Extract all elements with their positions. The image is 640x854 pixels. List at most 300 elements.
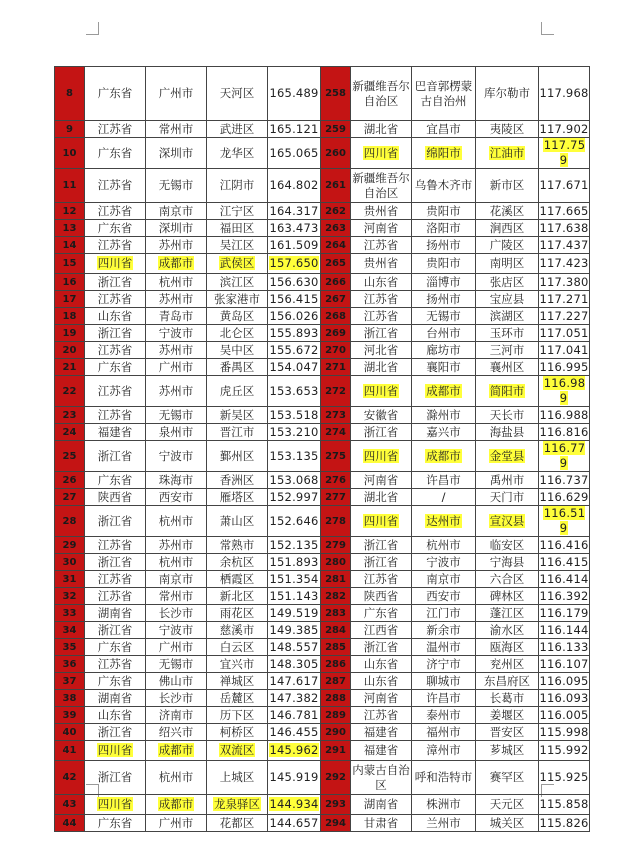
left-province-text: 四川省: [97, 797, 133, 811]
left-district-text: 新北区: [219, 588, 255, 603]
right-city-cell: [412, 741, 476, 761]
right-district-text: 渝水区: [489, 622, 525, 637]
right-province-text: 四川省: [363, 448, 399, 463]
right-rank-text: 268: [325, 310, 346, 322]
right-province-cell: [351, 741, 412, 761]
left-district-cell: [207, 489, 268, 506]
right-rank-text: 259: [325, 123, 346, 135]
right-city-cell: [412, 169, 476, 203]
right-score-text: 116.392: [539, 588, 589, 603]
right-district-cell: [476, 237, 539, 254]
right-rank-cell: [321, 441, 351, 472]
table-row: [55, 605, 590, 622]
left-province-text: 江苏省: [97, 571, 133, 586]
left-city-text: 长沙市: [158, 690, 194, 705]
left-city-text: 广州市: [158, 639, 194, 654]
right-rank-cell: [321, 639, 351, 656]
left-province-text: 广东省: [97, 815, 133, 830]
right-score-cell: [539, 203, 590, 220]
right-province-text: 江西省: [363, 622, 399, 637]
right-score-cell: [539, 220, 590, 237]
right-province-cell: [351, 121, 412, 138]
right-province-text: 广东省: [363, 605, 399, 620]
left-score-cell: [268, 690, 321, 707]
right-province-text: 福建省: [363, 743, 399, 757]
left-city-cell: [146, 656, 207, 673]
right-rank-cell: [321, 690, 351, 707]
left-city-text: 长沙市: [158, 605, 194, 620]
left-province-text: 广东省: [97, 359, 133, 374]
right-rank-text: 280: [325, 556, 346, 568]
table-row: [55, 506, 590, 537]
left-district-text: 福田区: [219, 220, 255, 235]
left-score-text: 153.068: [269, 472, 319, 487]
left-province-cell: [85, 325, 146, 342]
left-province-cell: [85, 237, 146, 254]
left-city-text: 无锡市: [158, 178, 194, 192]
left-province-cell: [85, 254, 146, 274]
left-city-cell: [146, 741, 207, 761]
right-rank-cell: [321, 815, 351, 832]
right-score-cell: [539, 588, 590, 605]
right-rank-text: 293: [325, 799, 346, 810]
right-district-cell: [476, 441, 539, 472]
left-district-text: 香洲区: [219, 472, 255, 487]
left-score-cell: [268, 359, 321, 376]
table-row: [55, 308, 590, 325]
left-district-cell: [207, 138, 268, 169]
left-score-text: 144.934: [269, 797, 319, 811]
left-score-text: 149.519: [269, 605, 319, 620]
left-city-text: 绍兴市: [158, 724, 194, 739]
right-city-text: 成都市: [426, 383, 461, 398]
table-row: [55, 795, 590, 815]
table-row: [55, 554, 590, 571]
right-district-cell: [476, 308, 539, 325]
right-province-cell: [351, 707, 412, 724]
left-city-text: 常州市: [158, 588, 194, 603]
right-province-text: 四川省: [363, 145, 399, 160]
left-province-text: 湖南省: [97, 605, 133, 620]
left-rank-cell: [55, 291, 85, 308]
right-city-cell: [412, 359, 476, 376]
right-rank-cell: [321, 359, 351, 376]
right-score-cell: [539, 506, 590, 537]
right-score-text: 115.998: [539, 724, 589, 739]
right-score-text: 116.414: [539, 571, 589, 586]
left-district-text: 余杭区: [219, 554, 255, 569]
right-score-text: 117.051: [539, 325, 589, 340]
right-score-text: 116.988: [539, 407, 589, 422]
right-province-text: 山东省: [363, 673, 399, 688]
left-score-text: 161.509: [269, 237, 319, 252]
right-district-text: 城关区: [489, 815, 525, 830]
right-score-cell: [539, 571, 590, 588]
left-rank-text: 28: [62, 515, 77, 527]
left-district-text: 双流区: [219, 743, 255, 757]
right-score-text: 117.380: [539, 274, 589, 289]
left-score-cell: [268, 639, 321, 656]
right-score-cell: [539, 342, 590, 359]
right-province-text: 贵州省: [363, 203, 399, 218]
right-score-cell: [539, 489, 590, 506]
left-province-cell: [85, 724, 146, 741]
left-district-cell: [207, 815, 268, 832]
left-rank-text: 12: [62, 205, 77, 217]
right-district-cell: [476, 203, 539, 220]
left-district-text: 张家港市: [214, 291, 260, 306]
right-rank-text: 276: [325, 474, 346, 486]
right-score-cell: [539, 359, 590, 376]
left-province-cell: [85, 622, 146, 639]
right-score-text: 116.519: [543, 506, 586, 535]
right-province-cell: [351, 441, 412, 472]
right-province-text: 湖南省: [363, 797, 399, 811]
right-score-cell: [539, 741, 590, 761]
left-rank-text: 37: [62, 675, 77, 687]
left-district-text: 吴中区: [219, 342, 255, 357]
right-province-text: 河南省: [363, 472, 399, 487]
right-city-cell: [412, 605, 476, 622]
left-score-text: 153.210: [269, 424, 319, 439]
left-city-cell: [146, 424, 207, 441]
left-province-cell: [85, 506, 146, 537]
right-province-text: 山东省: [363, 274, 399, 289]
left-district-text: 江宁区: [219, 203, 255, 218]
right-city-text: 洛阳市: [426, 220, 461, 235]
left-score-cell: [268, 588, 321, 605]
left-score-text: 152.646: [269, 513, 319, 528]
ranking-table-body: [55, 67, 590, 832]
right-rank-cell: [321, 656, 351, 673]
left-district-cell: [207, 761, 268, 795]
left-district-cell: [207, 707, 268, 724]
right-district-cell: [476, 605, 539, 622]
right-rank-cell: [321, 342, 351, 359]
right-score-text: 115.858: [539, 797, 589, 811]
left-district-cell: [207, 656, 268, 673]
right-rank-cell: [321, 741, 351, 761]
right-district-text: 蓬江区: [489, 605, 525, 620]
left-score-text: 149.385: [269, 622, 319, 637]
table-row: [55, 724, 590, 741]
right-district-cell: [476, 325, 539, 342]
right-city-text: 贵阳市: [426, 203, 461, 218]
right-score-text: 117.638: [539, 220, 589, 235]
left-score-cell: [268, 554, 321, 571]
right-city-cell: [412, 220, 476, 237]
right-province-cell: [351, 506, 412, 537]
right-score-cell: [539, 724, 590, 741]
right-district-cell: [476, 138, 539, 169]
left-score-text: 152.997: [269, 489, 319, 504]
right-province-cell: [351, 424, 412, 441]
right-district-cell: [476, 815, 539, 832]
left-city-cell: [146, 707, 207, 724]
left-score-cell: [268, 325, 321, 342]
right-city-text: 成都市: [426, 448, 461, 463]
left-score-cell: [268, 622, 321, 639]
right-province-cell: [351, 588, 412, 605]
right-city-cell: [412, 121, 476, 138]
right-rank-text: 273: [325, 409, 346, 421]
left-province-text: 山东省: [97, 707, 133, 722]
left-province-text: 山东省: [97, 308, 133, 323]
left-province-cell: [85, 795, 146, 815]
right-score-cell: [539, 761, 590, 795]
right-district-text: 禹州市: [489, 472, 525, 487]
left-rank-text: 8: [66, 88, 73, 99]
left-score-cell: [268, 815, 321, 832]
left-district-text: 龙泉驿区: [214, 797, 260, 811]
right-city-text: 杭州市: [426, 537, 461, 552]
left-score-text: 148.305: [269, 656, 319, 671]
right-score-cell: [539, 169, 590, 203]
right-district-text: 玉环市: [489, 325, 525, 340]
table-row: [55, 325, 590, 342]
table-row: [55, 707, 590, 724]
left-district-text: 黄岛区: [219, 308, 255, 323]
left-rank-cell: [55, 761, 85, 795]
left-province-text: 浙江省: [97, 622, 133, 637]
right-province-text: 江苏省: [363, 308, 399, 323]
right-city-cell: [412, 622, 476, 639]
right-district-cell: [476, 639, 539, 656]
right-province-cell: [351, 220, 412, 237]
right-score-cell: [539, 325, 590, 342]
right-province-text: 四川省: [363, 513, 399, 528]
left-district-cell: [207, 121, 268, 138]
left-score-text: 165.121: [269, 121, 319, 136]
right-district-cell: [476, 554, 539, 571]
right-district-cell: [476, 121, 539, 138]
right-score-cell: [539, 639, 590, 656]
left-province-text: 江苏省: [97, 178, 133, 192]
left-district-text: 晋江市: [219, 424, 255, 439]
left-rank-text: 25: [62, 450, 77, 462]
right-score-text: 117.671: [539, 178, 589, 192]
left-rank-text: 32: [62, 590, 77, 602]
left-city-text: 广州市: [158, 815, 194, 830]
right-province-text: 浙江省: [363, 639, 399, 654]
left-district-cell: [207, 795, 268, 815]
right-district-text: 临安区: [489, 537, 525, 552]
right-city-text: 绵阳市: [426, 145, 461, 160]
left-city-text: 成都市: [158, 256, 194, 270]
left-rank-text: 20: [62, 344, 77, 356]
right-city-text: 达州市: [426, 513, 461, 528]
table-row: [55, 622, 590, 639]
left-city-text: 泉州市: [158, 424, 194, 439]
right-province-text: 山东省: [363, 656, 399, 671]
right-city-text: 嘉兴市: [426, 424, 461, 439]
left-district-text: 禅城区: [219, 673, 255, 688]
left-rank-cell: [55, 359, 85, 376]
right-city-cell: [412, 342, 476, 359]
left-score-cell: [268, 237, 321, 254]
left-rank-text: 24: [62, 426, 77, 438]
left-district-text: 岳麓区: [219, 690, 255, 705]
right-district-text: 东昌府区: [484, 673, 530, 688]
left-city-cell: [146, 795, 207, 815]
right-rank-cell: [321, 237, 351, 254]
left-rank-cell: [55, 407, 85, 424]
left-rank-cell: [55, 424, 85, 441]
left-score-text: 146.455: [269, 724, 319, 739]
right-city-cell: [412, 761, 476, 795]
left-province-cell: [85, 359, 146, 376]
right-rank-text: 266: [325, 276, 346, 288]
right-province-text: 河南省: [363, 690, 399, 705]
right-rank-text: 288: [325, 692, 346, 704]
right-city-cell: [412, 67, 476, 121]
right-score-cell: [539, 138, 590, 169]
left-province-cell: [85, 274, 146, 291]
right-score-text: 116.416: [539, 537, 589, 552]
left-district-cell: [207, 472, 268, 489]
right-score-cell: [539, 690, 590, 707]
table-row: [55, 376, 590, 407]
right-province-text: 甘肃省: [363, 815, 399, 830]
left-city-cell: [146, 67, 207, 121]
left-district-cell: [207, 308, 268, 325]
left-score-text: 153.653: [269, 383, 319, 398]
right-score-text: 117.759: [543, 138, 586, 167]
left-rank-cell: [55, 690, 85, 707]
right-score-text: 116.093: [539, 690, 589, 705]
right-district-text: 宝应县: [489, 291, 525, 306]
right-city-text: 无锡市: [426, 308, 461, 323]
right-province-cell: [351, 407, 412, 424]
left-district-text: 历下区: [219, 707, 255, 722]
left-score-cell: [268, 605, 321, 622]
left-province-text: 陕西省: [97, 489, 133, 504]
left-province-text: 浙江省: [97, 724, 133, 739]
right-province-cell: [351, 237, 412, 254]
right-rank-cell: [321, 424, 351, 441]
left-province-cell: [85, 741, 146, 761]
right-province-text: 内蒙古自治区: [352, 762, 410, 792]
right-district-text: 南明区: [489, 256, 525, 270]
right-score-cell: [539, 622, 590, 639]
right-rank-cell: [321, 622, 351, 639]
right-city-cell: [412, 138, 476, 169]
table-row: [55, 237, 590, 254]
right-province-cell: [351, 761, 412, 795]
right-province-cell: [351, 554, 412, 571]
right-rank-cell: [321, 673, 351, 690]
right-rank-text: 263: [325, 222, 346, 234]
left-province-cell: [85, 489, 146, 506]
left-province-cell: [85, 605, 146, 622]
right-district-text: 赛罕区: [489, 770, 525, 784]
right-district-text: 天门市: [489, 489, 525, 504]
left-score-cell: [268, 121, 321, 138]
right-district-cell: [476, 537, 539, 554]
left-score-cell: [268, 376, 321, 407]
right-city-cell: [412, 506, 476, 537]
right-district-cell: [476, 588, 539, 605]
table-row: [55, 203, 590, 220]
left-rank-cell: [55, 639, 85, 656]
left-province-cell: [85, 67, 146, 121]
right-city-cell: [412, 673, 476, 690]
left-city-cell: [146, 138, 207, 169]
right-district-cell: [476, 795, 539, 815]
left-score-text: 155.672: [269, 342, 319, 357]
left-rank-cell: [55, 656, 85, 673]
right-province-text: 江苏省: [363, 237, 399, 252]
left-province-text: 浙江省: [97, 274, 133, 289]
left-score-text: 151.143: [269, 588, 319, 603]
right-score-text: 117.041: [539, 342, 589, 357]
right-rank-text: 275: [325, 450, 346, 462]
right-city-cell: [412, 537, 476, 554]
right-province-text: 新疆维吾尔自治区: [352, 170, 410, 200]
right-district-cell: [476, 673, 539, 690]
right-district-text: 涧西区: [489, 220, 525, 235]
right-province-cell: [351, 622, 412, 639]
right-rank-text: 258: [325, 88, 346, 99]
right-rank-text: 281: [325, 573, 346, 585]
left-district-text: 雨花区: [219, 605, 255, 620]
left-province-text: 广东省: [97, 639, 133, 654]
left-district-cell: [207, 342, 268, 359]
left-rank-cell: [55, 138, 85, 169]
left-district-cell: [207, 359, 268, 376]
right-rank-text: 274: [325, 426, 346, 438]
left-city-text: 杭州市: [158, 513, 194, 528]
left-province-cell: [85, 169, 146, 203]
right-district-cell: [476, 220, 539, 237]
right-district-text: 夷陵区: [489, 121, 525, 136]
left-province-text: 江苏省: [97, 342, 133, 357]
right-score-text: 116.095: [539, 673, 589, 688]
right-district-text: 金堂县: [489, 448, 525, 463]
left-score-text: 153.518: [269, 407, 319, 422]
table-row: [55, 690, 590, 707]
right-district-cell: [476, 376, 539, 407]
left-rank-cell: [55, 795, 85, 815]
right-score-cell: [539, 605, 590, 622]
right-rank-text: 290: [325, 726, 346, 738]
table-row: [55, 254, 590, 274]
table-row: [55, 441, 590, 472]
right-province-text: 新疆维吾尔自治区: [352, 78, 410, 108]
right-score-text: 116.989: [543, 376, 586, 405]
left-district-cell: [207, 274, 268, 291]
left-rank-text: 31: [62, 573, 77, 585]
right-district-text: 新市区: [489, 178, 525, 192]
left-district-text: 宜兴市: [219, 656, 255, 671]
left-city-text: 佛山市: [158, 673, 194, 688]
left-province-cell: [85, 537, 146, 554]
right-city-text: 江门市: [426, 605, 461, 620]
right-district-cell: [476, 571, 539, 588]
right-province-cell: [351, 795, 412, 815]
left-city-text: 苏州市: [158, 237, 194, 252]
right-city-text: 济宁市: [426, 656, 461, 671]
right-rank-cell: [321, 795, 351, 815]
left-district-cell: [207, 554, 268, 571]
left-province-text: 浙江省: [97, 554, 133, 569]
left-rank-text: 26: [62, 474, 77, 486]
left-district-text: 鄞州区: [219, 448, 255, 463]
left-province-cell: [85, 220, 146, 237]
right-score-text: 116.995: [539, 359, 589, 374]
left-city-cell: [146, 407, 207, 424]
right-province-text: 江苏省: [363, 571, 399, 586]
